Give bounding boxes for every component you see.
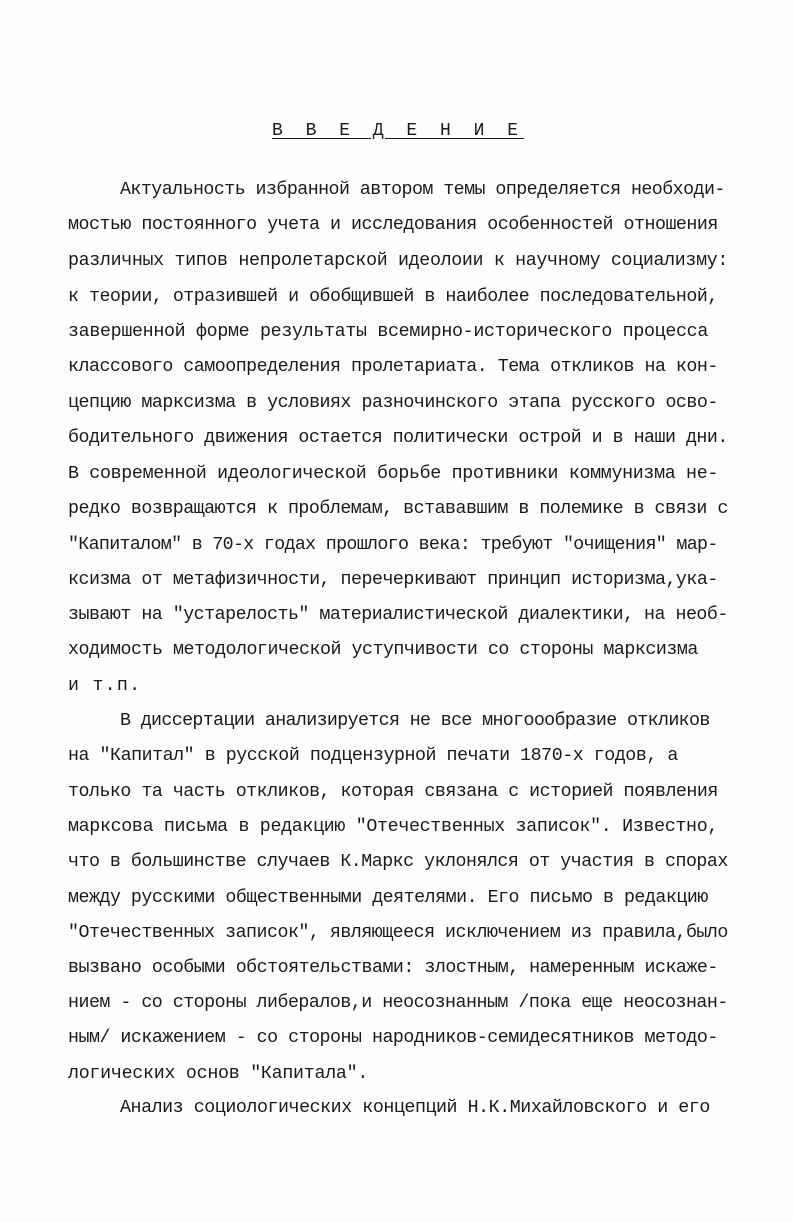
text-line: логических основ "Капитала".: [68, 1064, 369, 1084]
text-line: марксова письма в редакцию "Отечественных записок". Известно,: [68, 817, 719, 837]
text-line: нием - со стороны либералов,и неосознанным /пока еще неосознан-: [68, 993, 728, 1013]
text-line: цепцию марксизма в условиях разночинского этапа русского осво-: [68, 393, 718, 413]
text-line: Актуальность избранной автором темы определяется необходи-: [120, 180, 725, 200]
text-line: Анализ социологических концепций Н.К.Михайловского и его: [120, 1098, 710, 1118]
page-title: В В Е Д Е Н И Е: [272, 121, 525, 141]
text-line: "Отечественных записок", являющееся исключением из правила,было: [68, 923, 728, 943]
text-line: ксизма от метафизичности, перечеркивают принцип историзма,ука-: [68, 570, 718, 590]
text-line: вызвано особыми обстоятельствами: злостным, намеренным искаже-: [68, 958, 718, 978]
text-line: В современной идеологической борьбе противники коммунизма не-: [68, 464, 719, 484]
text-line: ходимость методологической уступчивости со стороны марксизма: [68, 640, 698, 660]
text-line: между русскими общественными деятелями. Его письмо в редакцию: [68, 888, 708, 908]
text-line: классового самоопределения пролетариата. Тема откликов на кон-: [68, 357, 718, 377]
text-line: ным/ искажением - со стороны народников-семидесятников методо-: [68, 1028, 718, 1048]
text-line: В диссертации анализируется не все многоообразие откликов: [120, 711, 710, 731]
text-line: мостью постоянного учета и исследования особенностей отношения: [68, 215, 718, 235]
text-line: только та часть откликов, которая связана с историей появления: [68, 782, 718, 802]
text-line: на "Капитал" в русской подцензурной печати 1870-х годов, а: [68, 746, 678, 766]
text-line: бодительного движения остается политически острой и в наши дни.: [68, 428, 728, 448]
text-line: зывают на "устарелость" материалистической диалектики, на необ-: [68, 605, 728, 625]
text-line: к теории, отразившей и обобщившей в наиболее последовательной,: [68, 287, 718, 307]
text-line: завершенной форме результаты всемирно-исторического процесса: [68, 322, 708, 342]
text-line: что в большинстве случаев К.Маркс уклонялся от участия в спорах: [68, 852, 728, 872]
text-line: редко возвращаются к проблемам, встававшим в полемике в связи с: [68, 499, 728, 519]
text-line: различных типов непролетарской идеолоии к научному социализму:: [68, 251, 729, 271]
text-line: "Капиталом" в 70-х годах прошлого века: требуют "очищения" мар-: [68, 535, 718, 555]
text-line: и т.п.: [68, 676, 142, 696]
